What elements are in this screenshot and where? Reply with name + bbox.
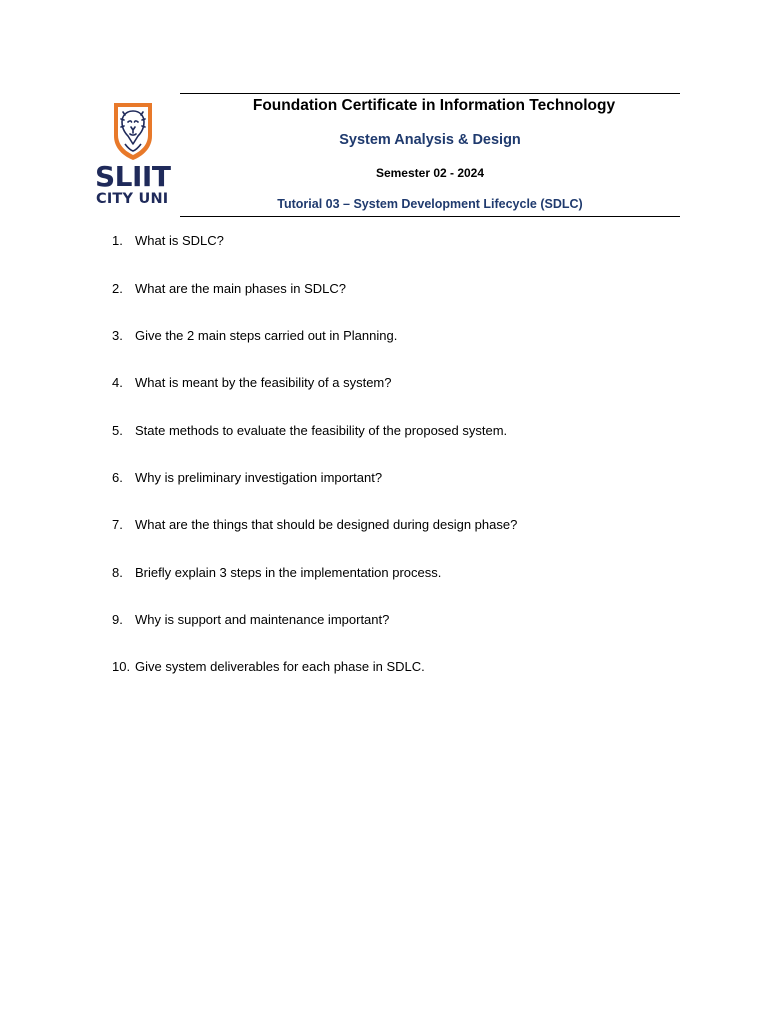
question-item [112, 657, 712, 677]
question-number: 8. [112, 565, 123, 580]
question-number: 7. [112, 517, 123, 532]
logo-wordmark: SLIIT [95, 160, 171, 193]
question-number: 6. [112, 470, 123, 485]
question-text: Why is support and maintenance important? [135, 612, 390, 627]
tutorial-title: Tutorial 03 – System Development Lifecycle (SDLC) [277, 197, 583, 211]
question-text: Give system deliverables for each phase in SDLC. [135, 659, 425, 674]
question-text: Briefly explain 3 steps in the implementation process. [135, 565, 442, 580]
question-item [112, 610, 712, 630]
question-text: Give the 2 main steps carried out in Planning. [135, 328, 398, 343]
question-item [112, 279, 712, 299]
semester-label: Semester 02 - 2024 [375, 166, 485, 180]
question-item [112, 421, 712, 441]
question-item [112, 231, 712, 251]
question-text: What are the main phases in SDLC? [135, 281, 346, 296]
question-item [112, 468, 712, 488]
question-text: What are the things that should be designed during design phase? [135, 517, 518, 532]
question-item [112, 373, 712, 393]
question-number: 5. [112, 423, 123, 438]
logo-subtitle: CITY UNI [96, 191, 169, 207]
question-number: 10. [112, 659, 131, 674]
question-number: 1. [112, 233, 123, 248]
question-text: What is meant by the feasibility of a system? [135, 375, 392, 390]
course-title: Foundation Certificate in Information Technology [252, 97, 616, 114]
question-item [112, 326, 712, 346]
question-number: 2. [112, 281, 123, 296]
question-number: 9. [112, 612, 123, 627]
question-item [112, 515, 712, 535]
subject-title: System Analysis & Design [339, 132, 521, 148]
question-number: 4. [112, 375, 123, 390]
question-number: 3. [112, 328, 123, 343]
question-text: Why is preliminary investigation important? [135, 470, 383, 485]
question-text: State methods to evaluate the feasibility of the proposed system. [135, 423, 508, 438]
question-item [112, 563, 712, 583]
question-text: What is SDLC? [135, 233, 224, 248]
